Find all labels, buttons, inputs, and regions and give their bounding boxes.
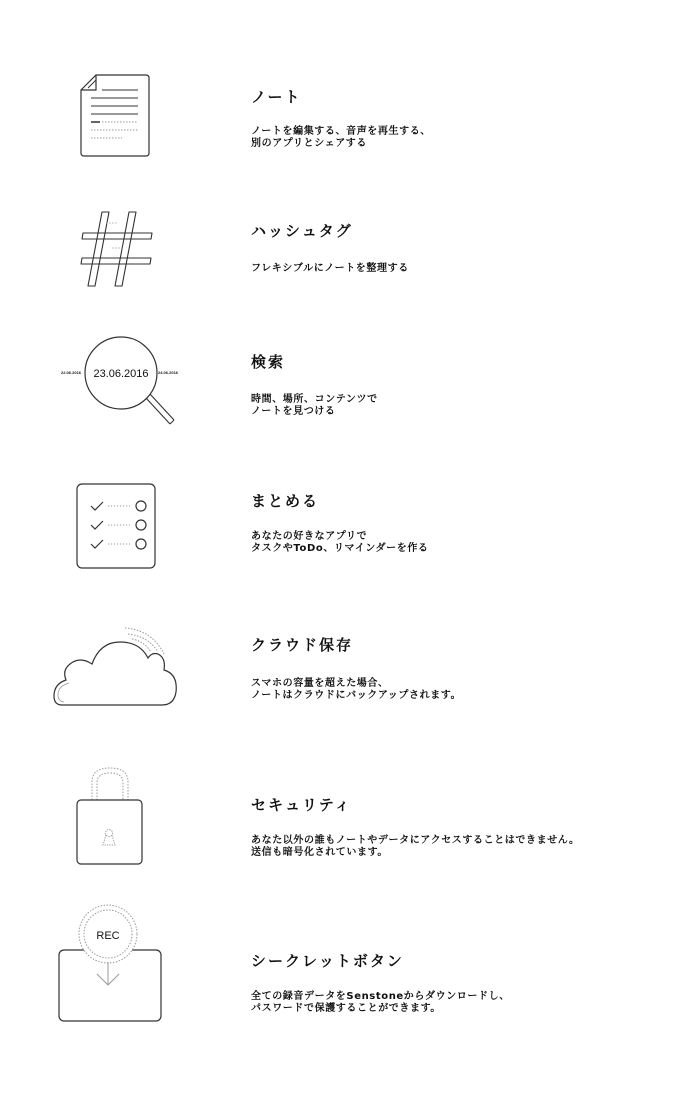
feature-description xyxy=(251,263,409,275)
description-line: パスワードで保護することができます。 xyxy=(251,1003,441,1014)
padlock-icon xyxy=(40,766,200,866)
description-line: あなた以外の誰もノートやデータにアクセスすることはできません。 xyxy=(251,835,580,846)
cloud-icon xyxy=(40,626,200,710)
description-line: 別のアプリとシェアする xyxy=(251,138,367,149)
magnifier-date-right: 24.06.2016 xyxy=(158,370,179,375)
feature-title: クラウド保存 xyxy=(251,636,354,654)
feature-title: セキュリティ xyxy=(251,796,352,814)
magnifier-icon xyxy=(40,334,200,434)
feature-description xyxy=(251,531,429,555)
feature-title: ノート xyxy=(251,88,302,106)
feature-description xyxy=(251,394,378,418)
feature-title: ハッシュタグ xyxy=(251,222,353,240)
record-button-icon xyxy=(40,904,200,1024)
feature-description xyxy=(251,126,431,150)
document-icon xyxy=(40,72,200,162)
feature-title: まとめる xyxy=(251,492,320,510)
description-line: フレキシブルにノートを整理する xyxy=(251,263,409,274)
feature-description xyxy=(251,835,580,859)
description-line: ノートを見つける xyxy=(251,406,336,417)
checklist-icon xyxy=(40,482,200,572)
feature-description xyxy=(251,991,510,1015)
feature-description xyxy=(251,678,461,702)
hashtag-icon xyxy=(40,208,200,290)
rec-label: REC xyxy=(96,930,120,942)
description-line: スマホの容量を超えた場合、 xyxy=(251,678,389,689)
description-line: 全ての録音データをSenstoneからダウンロードし、 xyxy=(251,991,510,1002)
description-line: ノートを編集する、音声を再生する、 xyxy=(251,126,431,137)
magnifier-date-main: 23.06.2016 xyxy=(93,368,149,380)
description-line: 時間、場所、コンテンツで xyxy=(251,394,378,405)
magnifier-date-left: 22.06.2016 xyxy=(61,370,82,375)
description-line: ノートはクラウドにバックアップされます。 xyxy=(251,690,462,701)
description-line: タスクやToDo、リマインダーを作る xyxy=(251,543,429,554)
feature-title: 検索 xyxy=(251,353,286,371)
description-line: あなたの好きなアプリで xyxy=(251,531,368,542)
description-line: 送信も暗号化されています。 xyxy=(251,847,388,858)
feature-title: シークレットボタン xyxy=(251,952,404,970)
